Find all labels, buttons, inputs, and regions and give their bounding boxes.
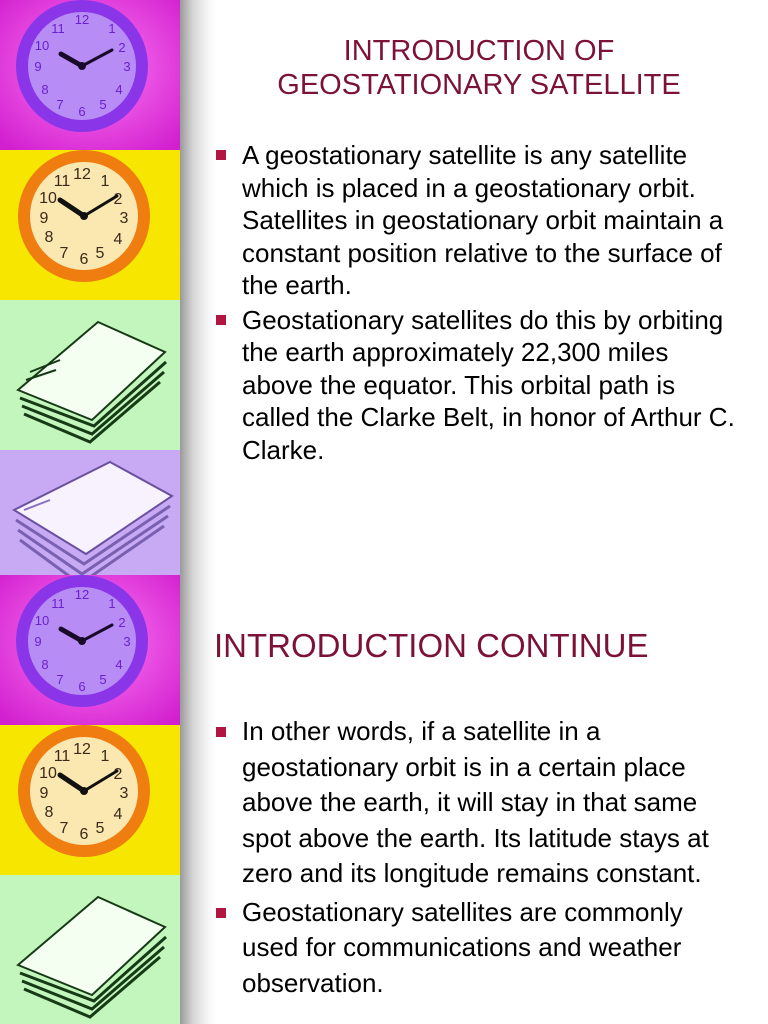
svg-text:11: 11 — [51, 21, 65, 36]
svg-text:8: 8 — [44, 804, 54, 821]
svg-text:3: 3 — [119, 785, 129, 802]
svg-text:2: 2 — [118, 40, 126, 55]
svg-text:4: 4 — [113, 806, 123, 823]
slide-1-title — [214, 34, 744, 102]
svg-text:10: 10 — [39, 765, 57, 782]
paper-tile-green-2 — [0, 875, 180, 1024]
svg-text:1: 1 — [108, 596, 116, 611]
svg-text:10: 10 — [34, 38, 50, 53]
bullet-square-icon — [216, 150, 226, 160]
svg-text:4: 4 — [113, 231, 123, 248]
svg-text:3: 3 — [123, 59, 131, 74]
svg-text:2: 2 — [113, 191, 123, 208]
svg-text:10: 10 — [34, 613, 50, 628]
svg-text:1: 1 — [100, 173, 110, 190]
svg-text:4: 4 — [115, 657, 123, 672]
svg-text:5: 5 — [99, 672, 107, 687]
slide-1-title-line-2: GEOSTATIONARY SATELLITE — [277, 69, 681, 101]
slide-1-title-line-1: INTRODUCTION OF — [343, 35, 615, 67]
svg-text:9: 9 — [34, 59, 42, 74]
svg-text:7: 7 — [59, 245, 69, 262]
svg-text:7: 7 — [56, 672, 64, 687]
slide-1-bullet-list — [214, 139, 744, 466]
bullet-square-icon — [216, 315, 226, 325]
clock-tile-yellow-2 — [0, 725, 180, 875]
bullet-square-icon — [216, 727, 226, 737]
bullet-item — [214, 139, 744, 302]
clock-tile-magenta — [0, 0, 180, 150]
clock-tile-magenta-2 — [0, 575, 180, 725]
clock-tile-yellow — [0, 150, 180, 300]
bullet-item — [214, 714, 744, 892]
slide-2-title: INTRODUCTION CONTINUE — [214, 627, 649, 664]
svg-text:6: 6 — [79, 251, 89, 268]
svg-text:12: 12 — [73, 741, 91, 758]
bullet-item — [214, 895, 744, 1002]
svg-text:8: 8 — [41, 82, 49, 97]
slide-2 — [214, 626, 744, 1004]
svg-text:12: 12 — [74, 587, 90, 602]
svg-text:5: 5 — [95, 820, 105, 837]
svg-text:11: 11 — [53, 748, 71, 765]
svg-text:11: 11 — [51, 596, 65, 611]
svg-text:5: 5 — [99, 97, 107, 112]
svg-text:12: 12 — [73, 166, 91, 183]
bullet-item — [214, 304, 744, 467]
decorative-image-strip — [0, 0, 180, 1024]
svg-text:2: 2 — [118, 615, 126, 630]
svg-text:9: 9 — [39, 785, 49, 802]
svg-text:12: 12 — [74, 12, 90, 27]
bullet-text: In other words, if a satellite in a geostationary orbit is in a certain place above the earth, it will stay in that same spot above the earth. Its latitude stays at zero and its longitude remains constant. — [242, 716, 709, 888]
svg-text:8: 8 — [44, 229, 54, 246]
svg-text:11: 11 — [53, 173, 71, 190]
svg-text:6: 6 — [79, 826, 89, 843]
svg-text:8: 8 — [41, 657, 49, 672]
svg-text:10: 10 — [39, 190, 57, 207]
bullet-square-icon — [216, 908, 226, 918]
svg-text:1: 1 — [108, 21, 116, 36]
slide-2-bullet-list — [214, 714, 744, 1001]
svg-text:3: 3 — [119, 210, 129, 227]
svg-text:7: 7 — [56, 97, 64, 112]
svg-text:7: 7 — [59, 820, 69, 837]
svg-text:9: 9 — [39, 210, 49, 227]
svg-text:2: 2 — [113, 766, 123, 783]
svg-text:3: 3 — [123, 634, 131, 649]
bullet-text: A geostationary satellite is any satellite which is placed in a geostationary orbit. Satellites in geostationary orbit maintain a constant position relative to the surface of the earth. — [242, 140, 724, 300]
svg-text:6: 6 — [78, 104, 86, 119]
svg-text:4: 4 — [115, 82, 123, 97]
slide-1 — [214, 34, 744, 468]
bullet-text: Geostationary satellites do this by orbiting the earth approximately 22,300 miles above the equator. This orbital path is called the Clarke Belt, in honor of Arthur C. Clarke. — [242, 304, 735, 465]
svg-text:1: 1 — [100, 748, 110, 765]
svg-text:9: 9 — [34, 634, 42, 649]
svg-text:5: 5 — [95, 245, 105, 262]
paper-tile-green — [0, 300, 180, 450]
bullet-text: Geostationary satellites are commonly used for communications and weather observation. — [242, 896, 683, 998]
svg-text:6: 6 — [78, 679, 86, 694]
strip-shadow — [180, 0, 216, 1024]
